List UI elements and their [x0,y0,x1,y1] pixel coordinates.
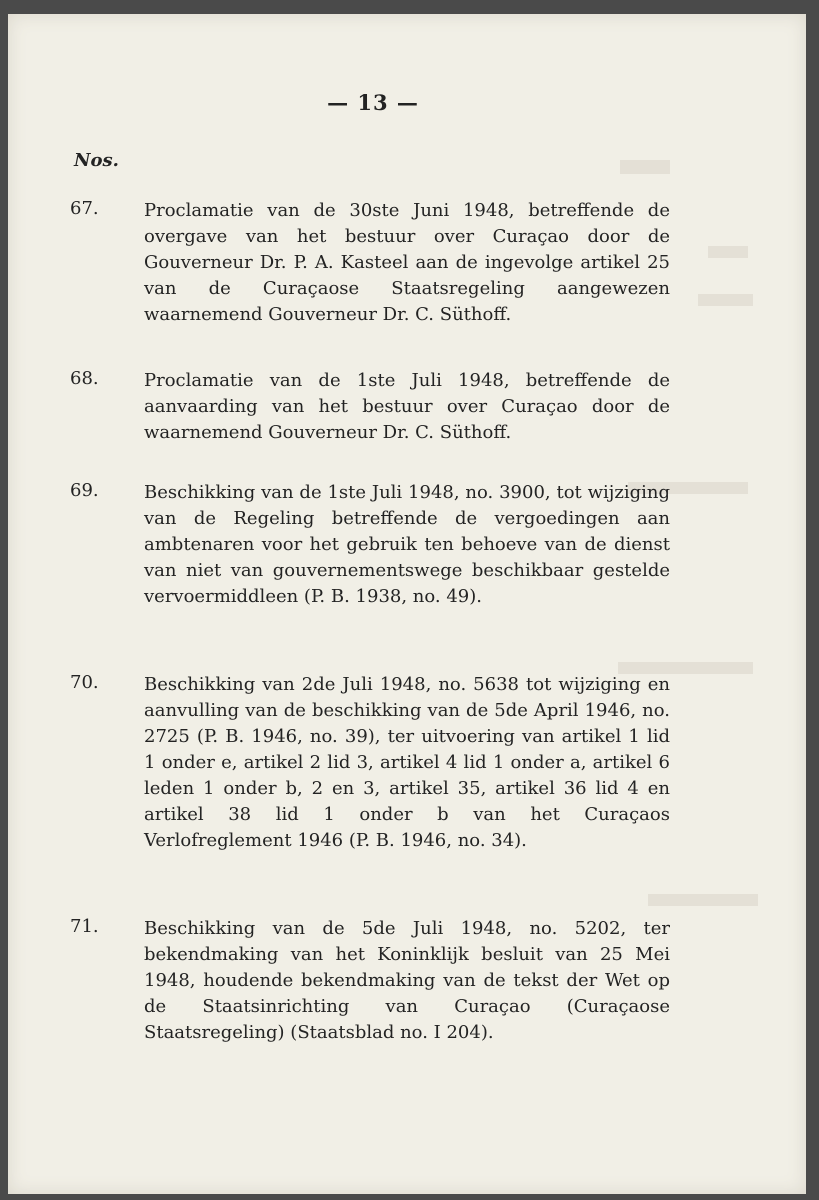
page-number: — 13 — [327,90,419,115]
bleed-through-mark [708,246,748,258]
document-page [8,14,806,1194]
bleed-through-mark [620,160,670,174]
list-item [70,672,670,854]
entry-number: 68. [70,368,99,389]
list-item [70,368,670,446]
entry-number: 71. [70,916,99,937]
entry-number: 69. [70,480,99,501]
entry-number: 67. [70,198,99,219]
bleed-through-mark [648,894,758,906]
list-item [70,480,670,610]
entry-text: Proclamatie van de 30ste Juni 1948, betreffende de overgave van het bestuur over Curaçao door de Gouverneur Dr. P. A. Kasteel aan de ingevolge artikel 25 van de Curaçaose Staatsregeling aangewezen waarnemend Gouverneur Dr. C. Süthoff. [144,200,670,325]
entry-text: Beschikking van 2de Juli 1948, no. 5638 tot wijziging en aanvulling van de beschikking van de 5de April 1946, no. 2725 (P. B. 1946, no. 39), ter uitvoering van artikel 1 lid 1 onder e, artikel 2 lid 3, artikel 4 lid 1 onder a, artikel 6 leden 1 onder b, 2 en 3, artikel 35, artikel 36 lid 4 en artikel 38 lid 1 onder b van het Curaçaos Verlofreglement 1946 (P. B. 1946, no. 34). [144,674,670,851]
entry-text: Proclamatie van de 1ste Juli 1948, betreffende de aanvaarding van het bestuur over Curaçao door de waarnemend Gouverneur Dr. C. Süthoff. [144,370,670,443]
entry-number: 70. [70,672,99,693]
entry-text: Beschikking van de 5de Juli 1948, no. 5202, ter bekendmaking van het Koninklijk besluit van 25 Mei 1948, houdende bekendmaking van de tekst der Wet op de Staatsinrichting van Curaçao (Curaçaose Staatsregeling) (Staatsblad no. I 204). [144,918,670,1043]
bleed-through-mark [698,294,753,306]
list-item [70,198,670,328]
entry-text: Beschikking van de 1ste Juli 1948, no. 3900, tot wijziging van de Regeling betreffende de vergoedingen aan ambtenaren voor het gebruik ten behoeve van de dienst van niet van gouvernementswege beschikbaar gestelde vervoermiddleen (P. B. 1938, no. 49). [144,482,670,607]
column-label: Nos. [74,150,119,171]
list-item [70,916,670,1046]
